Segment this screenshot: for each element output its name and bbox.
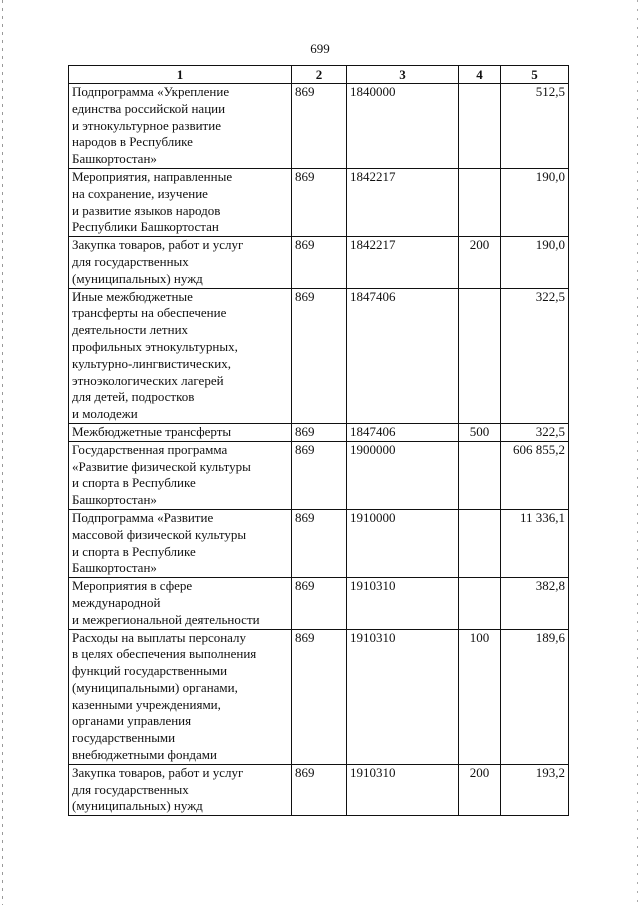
cell-name: Мероприятия, направленные на сохранение, изучение и развитие языков народов Республики Башкортостан: [69, 168, 292, 236]
cell-col-2: 869: [292, 764, 347, 815]
scan-edge-right: [637, 0, 638, 905]
cell-col-4: [459, 509, 501, 577]
cell-name: Иные межбюджетные трансферты на обеспечение деятельности летних профильных этнокультурных, культурно-лингвистических, этноэкологических лагерей для детей, подростков и молодежи: [69, 288, 292, 423]
table-header-row: [69, 66, 569, 84]
cell-col-4: [459, 288, 501, 423]
cell-col-3: 1910310: [347, 764, 459, 815]
cell-col-5: 11 336,1: [501, 509, 569, 577]
cell-col-5: 193,2: [501, 764, 569, 815]
cell-col-4: [459, 168, 501, 236]
cell-col-3: 1842217: [347, 237, 459, 288]
cell-col-5: 322,5: [501, 423, 569, 441]
cell-col-2: 869: [292, 168, 347, 236]
table-row: [69, 237, 569, 288]
table-row: [69, 423, 569, 441]
cell-name: Закупка товаров, работ и услуг для государственных (муниципальных) нужд: [69, 237, 292, 288]
cell-col-3: 1847406: [347, 423, 459, 441]
cell-col-5: 190,0: [501, 168, 569, 236]
header-col-3: 3: [347, 66, 459, 84]
cell-name: Подпрограмма «Развитие массовой физической культуры и спорта в Республике Башкортостан»: [69, 509, 292, 577]
table-row: [69, 578, 569, 629]
header-col-5: 5: [501, 66, 569, 84]
cell-col-5: 190,0: [501, 237, 569, 288]
cell-col-2: 869: [292, 84, 347, 169]
cell-col-2: 869: [292, 237, 347, 288]
cell-col-4: 200: [459, 237, 501, 288]
cell-col-5: 189,6: [501, 629, 569, 764]
cell-col-3: 1842217: [347, 168, 459, 236]
cell-col-4: [459, 441, 501, 509]
cell-col-2: 869: [292, 629, 347, 764]
cell-col-3: 1910000: [347, 509, 459, 577]
scan-edge-left: [2, 0, 3, 905]
cell-col-5: 512,5: [501, 84, 569, 169]
cell-col-4: 100: [459, 629, 501, 764]
cell-col-2: 869: [292, 423, 347, 441]
cell-col-5: 606 855,2: [501, 441, 569, 509]
cell-col-3: 1900000: [347, 441, 459, 509]
header-col-1: 1: [69, 66, 292, 84]
cell-col-2: 869: [292, 578, 347, 629]
table-row: [69, 629, 569, 764]
cell-col-2: 869: [292, 441, 347, 509]
budget-table: [68, 65, 569, 816]
table-row: [69, 168, 569, 236]
cell-name: Подпрограмма «Укрепление единства российской нации и этнокультурное развитие народов в Республике Башкортостан»: [69, 84, 292, 169]
cell-name: Расходы на выплаты персоналу в целях обеспечения выполнения функций государственными (муниципальными) органами, казенными учреждениями, органами управления государственными внебюджетными фондами: [69, 629, 292, 764]
table-row: [69, 84, 569, 169]
cell-col-5: 382,8: [501, 578, 569, 629]
cell-col-4: [459, 84, 501, 169]
cell-name: Государственная программа «Развитие физической культуры и спорта в Республике Башкортостан»: [69, 441, 292, 509]
cell-col-3: 1910310: [347, 629, 459, 764]
cell-col-3: 1847406: [347, 288, 459, 423]
cell-name: Мероприятия в сфере международной и межрегиональной деятельности: [69, 578, 292, 629]
cell-name: Закупка товаров, работ и услуг для государственных (муниципальных) нужд: [69, 764, 292, 815]
header-col-4: 4: [459, 66, 501, 84]
cell-col-3: 1910310: [347, 578, 459, 629]
cell-col-2: 869: [292, 509, 347, 577]
cell-col-3: 1840000: [347, 84, 459, 169]
cell-col-4: 200: [459, 764, 501, 815]
cell-col-4: [459, 578, 501, 629]
table-row: [69, 764, 569, 815]
cell-col-2: 869: [292, 288, 347, 423]
header-col-2: 2: [292, 66, 347, 84]
cell-col-4: 500: [459, 423, 501, 441]
table-row: [69, 288, 569, 423]
table-row: [69, 509, 569, 577]
page-number: 699: [310, 41, 330, 56]
cell-col-5: 322,5: [501, 288, 569, 423]
cell-name: Межбюджетные трансферты: [69, 423, 292, 441]
table-row: [69, 441, 569, 509]
